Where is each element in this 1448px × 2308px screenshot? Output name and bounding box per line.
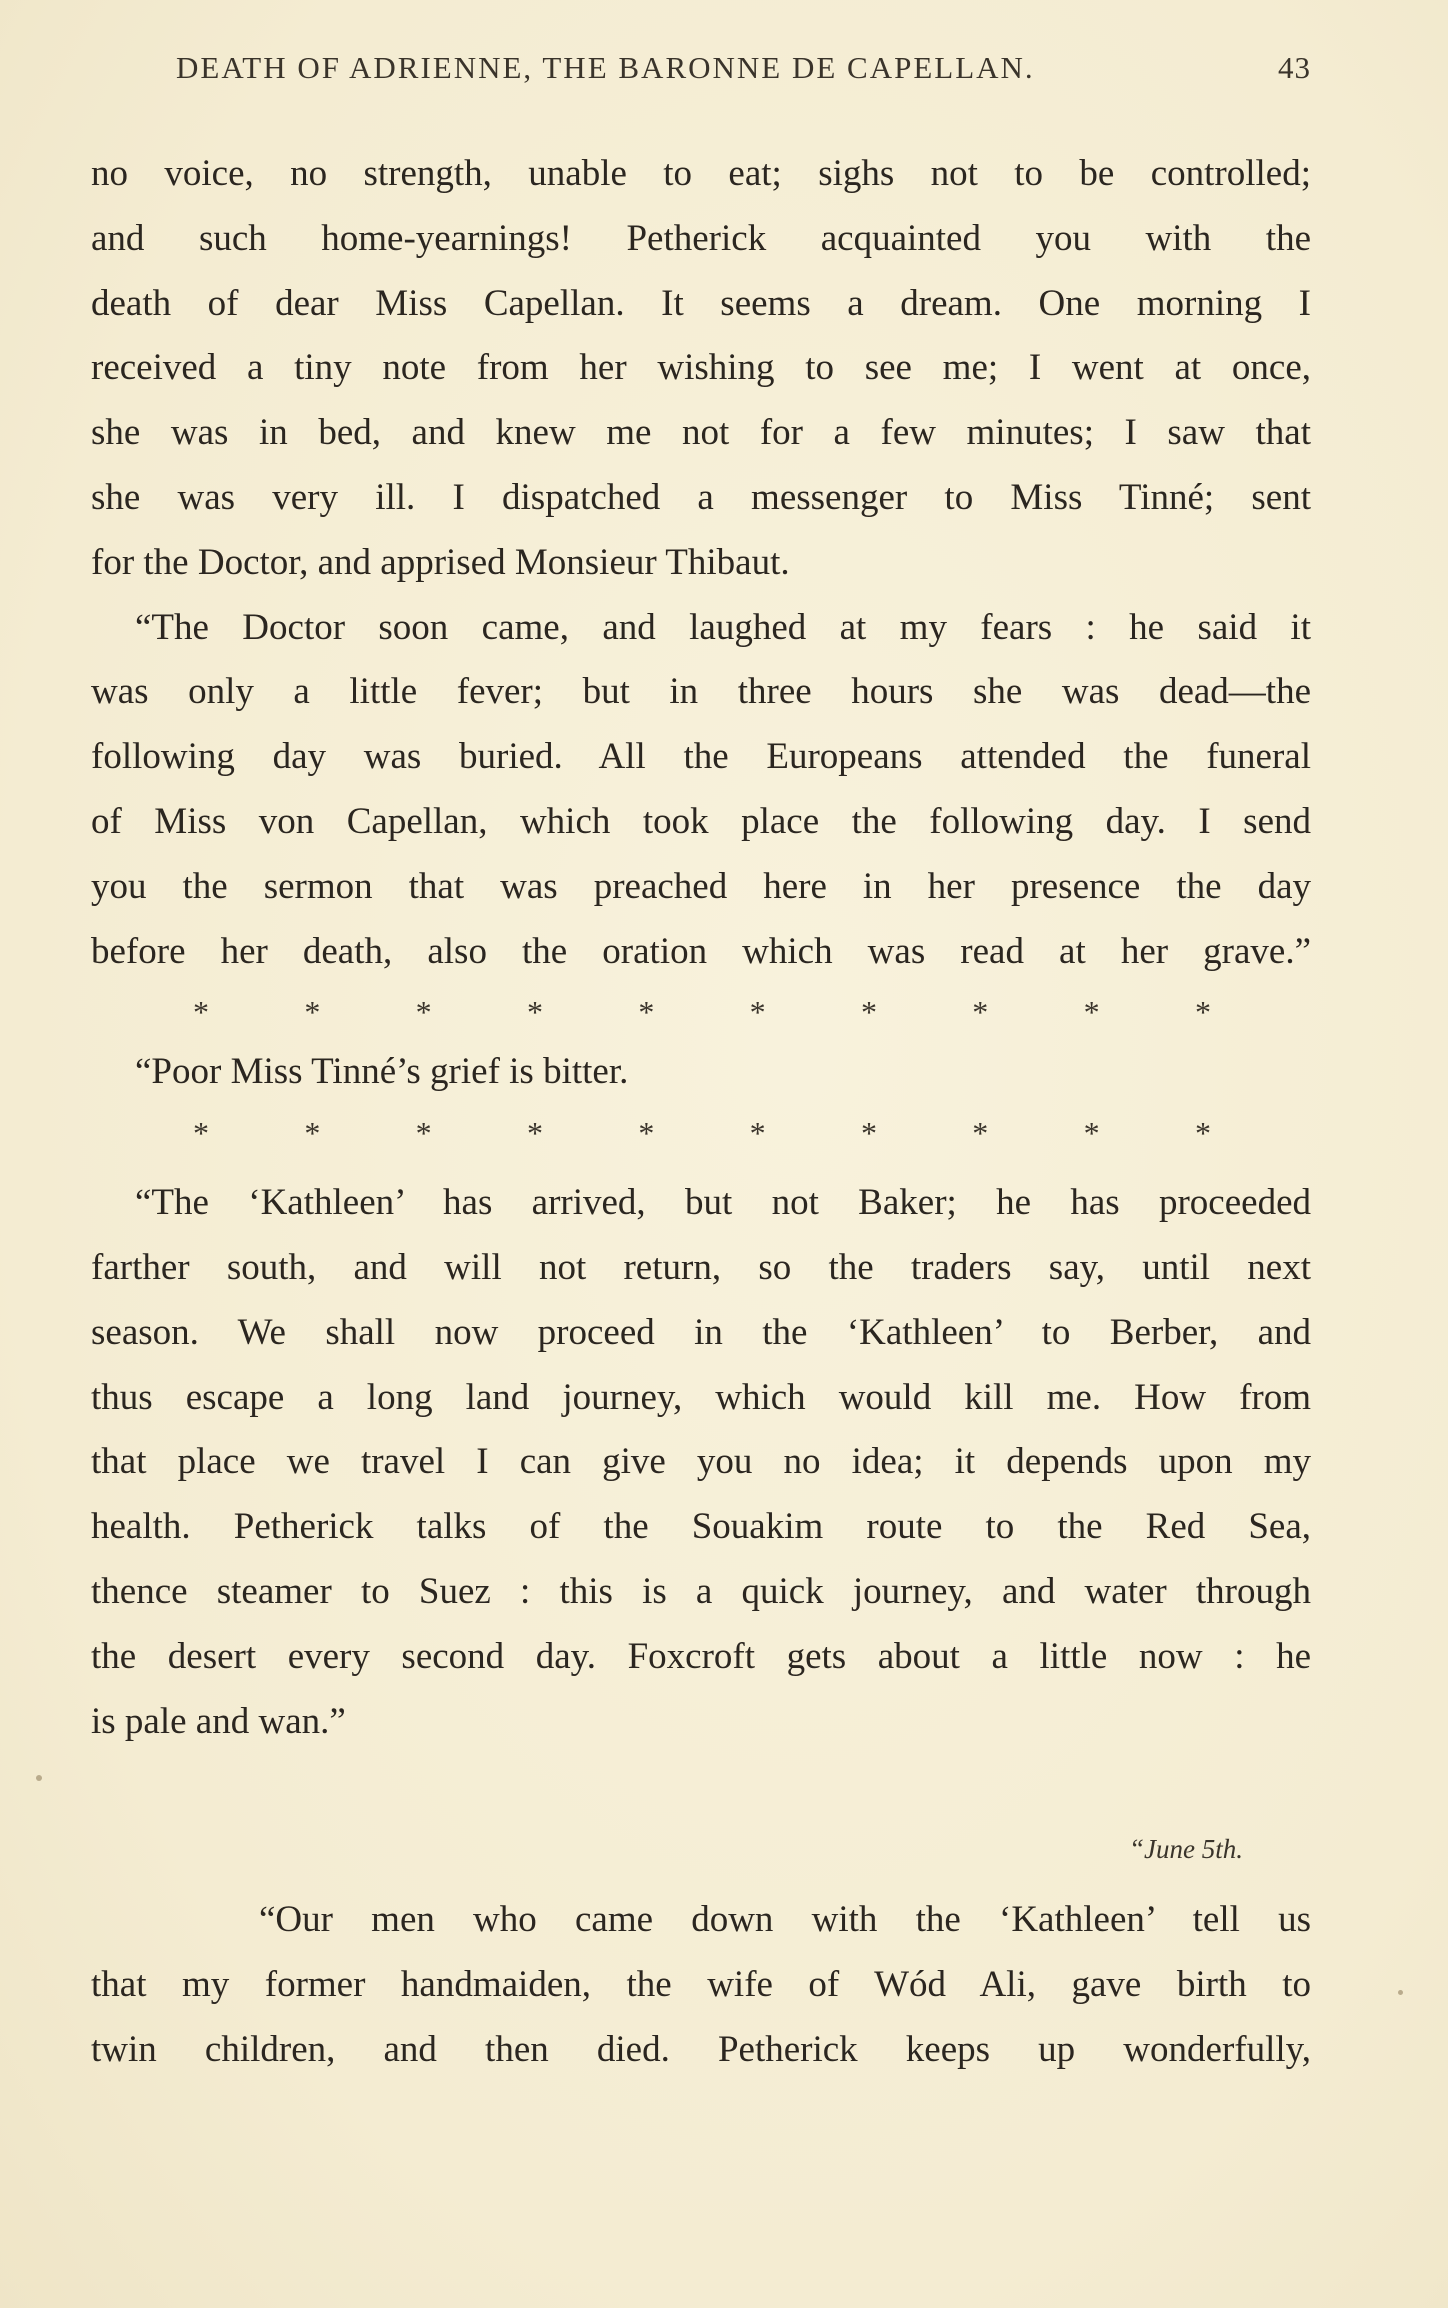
text-line: thus escape a long land journey, which would kill me. How from bbox=[91, 1376, 1311, 1418]
asterisk: * bbox=[972, 1115, 989, 1152]
asterisk: * bbox=[860, 994, 877, 1031]
asterisk: * bbox=[193, 994, 209, 1031]
text-line: you the sermon that was preached here in her presence the day bbox=[91, 865, 1311, 907]
text-line: that place we travel I can give you no idea; it depends upon my bbox=[91, 1441, 1311, 1483]
page-number: 43 bbox=[1278, 50, 1311, 85]
text-line: is pale and wan.” bbox=[91, 1700, 346, 1742]
text-line: following day was buried. All the Europeans attended the funeral bbox=[91, 736, 1311, 778]
asterisk: * bbox=[526, 1115, 543, 1152]
text-line: she was in bed, and knew me not for a few minutes; I saw that bbox=[91, 412, 1311, 454]
text-line: and such home-yearnings! Petherick acquainted you with the bbox=[91, 217, 1311, 259]
text-line: received a tiny note from her wishing to see me; I went at once, bbox=[91, 347, 1311, 389]
text-line: for the Doctor, and apprised Monsieur Thibaut. bbox=[91, 541, 790, 583]
text-line: no voice, no strength, unable to eat; sighs not to be controlled; bbox=[91, 153, 1311, 194]
text-line: twin children, and then died. Petherick keeps up wonderfully, bbox=[91, 2028, 1311, 2070]
chapter-title: DEATH OF ADRIENNE, THE BARONNE DE CAPELLAN. bbox=[176, 50, 1035, 85]
asterisk: * bbox=[972, 994, 989, 1031]
paper-speck bbox=[1398, 1990, 1403, 1995]
text-line: death of dear Miss Capellan. It seems a dream. One morning I bbox=[91, 282, 1311, 324]
text-line: the desert every second day. Foxcroft gets about a little now : he bbox=[91, 1635, 1311, 1677]
text-line: was only a little fever; but in three hours she was dead—the bbox=[91, 671, 1311, 713]
asterisk: * bbox=[415, 994, 432, 1031]
asterisk: * bbox=[304, 994, 321, 1031]
asterisk: * bbox=[749, 1115, 766, 1152]
asterisk-divider bbox=[91, 1105, 1311, 1161]
text-line: health. Petherick talks of the Souakim route to the Red Sea, bbox=[91, 1506, 1311, 1548]
asterisk: * bbox=[304, 1115, 321, 1152]
asterisk: * bbox=[1194, 1115, 1211, 1152]
letter-date: “June 5th. bbox=[1129, 1834, 1243, 1864]
body-text-continued bbox=[91, 1888, 1311, 2082]
text-line: she was very ill. I dispatched a messenger to Miss Tinné; sent bbox=[91, 476, 1311, 518]
asterisk: * bbox=[526, 994, 543, 1031]
asterisk: * bbox=[1083, 1115, 1100, 1152]
asterisk: * bbox=[1194, 994, 1211, 1031]
asterisk: * bbox=[1083, 994, 1100, 1031]
body-text bbox=[91, 142, 1311, 1754]
asterisk: * bbox=[193, 1115, 209, 1152]
asterisk: * bbox=[415, 1115, 432, 1152]
paper-speck bbox=[36, 1775, 42, 1781]
text-line: “The Doctor soon came, and laughed at my fears : he said it bbox=[135, 606, 1311, 648]
asterisk: * bbox=[749, 994, 766, 1031]
asterisk-divider bbox=[91, 984, 1311, 1040]
text-line: season. We shall now proceed in the ‘Kathleen’ to Berber, and bbox=[91, 1311, 1311, 1353]
text-line: “The ‘Kathleen’ has arrived, but not Baker; he has proceeded bbox=[135, 1182, 1311, 1224]
asterisk: * bbox=[638, 994, 655, 1031]
text-line: that my former handmaiden, the wife of Wód Ali, gave birth to bbox=[91, 1963, 1311, 2005]
asterisk: * bbox=[638, 1115, 655, 1152]
text-line: “Poor Miss Tinné’s grief is bitter. bbox=[135, 1051, 629, 1093]
text-line: “Our men who came down with the ‘Kathleen’ tell us bbox=[259, 1899, 1311, 1940]
text-line: thence steamer to Suez : this is a quick journey, and water through bbox=[91, 1570, 1311, 1612]
text-line: before her death, also the oration which was read at her grave.” bbox=[91, 930, 1311, 972]
text-line: of Miss von Capellan, which took place the following day. I send bbox=[91, 800, 1311, 842]
text-line: farther south, and will not return, so the traders say, until next bbox=[91, 1246, 1311, 1288]
asterisk: * bbox=[860, 1115, 877, 1152]
